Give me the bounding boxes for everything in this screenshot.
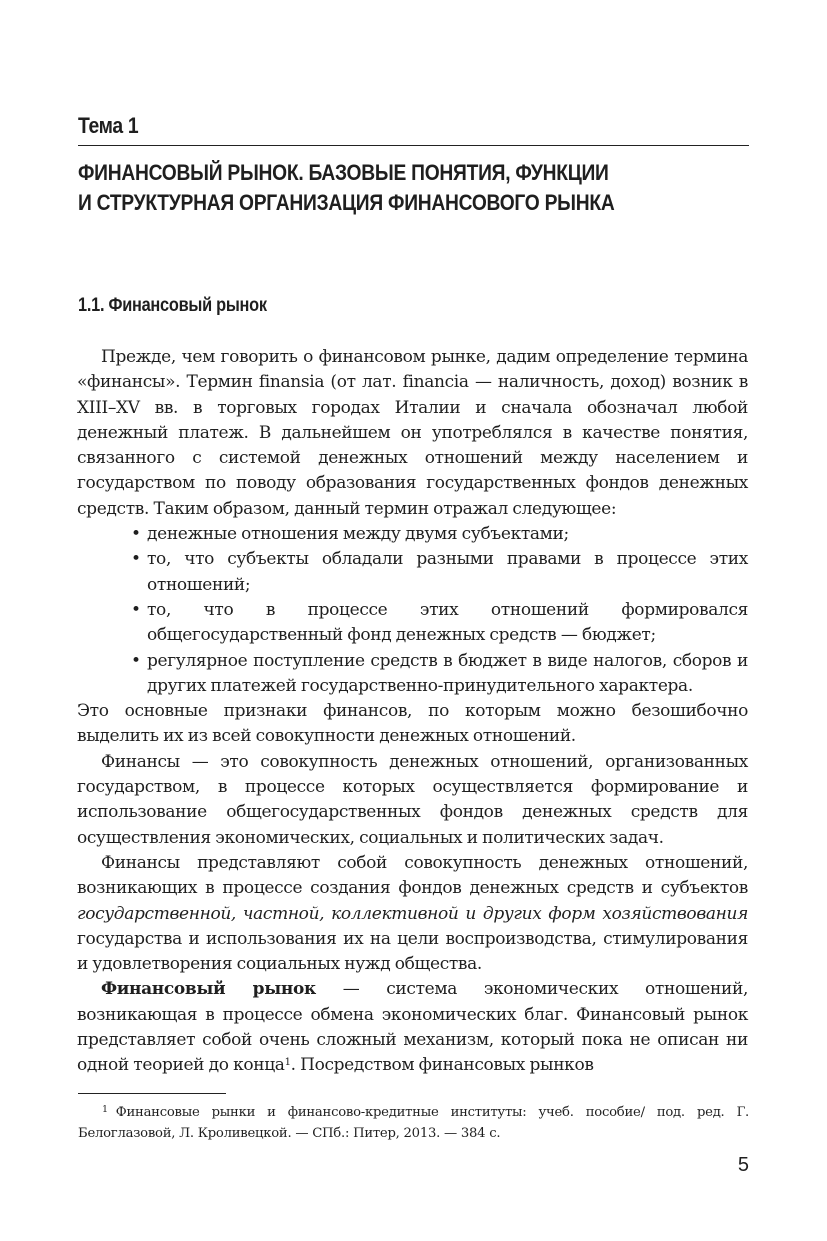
paragraph-4-italic: государственной, частной, коллективной и других форм хозяйствования [77,903,748,924]
footnote-divider [78,1093,226,1094]
footnote-text: Финансовые рынки и финансово-кредитные институты: учеб. пособие/ под. ред. Г. Белоглазовой, Л. Кроливецкой. — СПб.: Питер, 2013. — 384 с. [78,1105,749,1141]
footnote-number: 1 [102,1104,108,1115]
paragraph-4-start: Финансы представляют собой совокупность денежных отношений, возникающих в процессе создания фондов денежных средств и субъектов [77,852,748,899]
footnote-ref[interactable]: 1 [284,1057,291,1069]
paragraph-4 [77,851,748,977]
paragraph-5-end: . Посредством финансовых рынков [290,1055,594,1076]
paragraph-3: Финансы — это совокупность денежных отношений, организованных государством, в процессе которых осуществляется формирование и использование общегосударственных фондов денежных средств для осуществления экономических, социальных и политических задач. [77,751,748,848]
chapter-title-line-2: И СТРУКТУРНАЯ ОРГАНИЗАЦИЯ ФИНАНСОВОГО РЫНКА [78,190,615,215]
footnote [78,1103,749,1144]
paragraph-2: Это основные признаки финансов, по которым можно безошибочно выделить их из всей совокупности денежных отношений. [77,701,748,747]
list-item: • денежные отношения между двумя субъектами; [147,522,748,547]
feature-list [77,522,748,699]
paragraph-5-text: — система экономических отношений, возникающая в процессе обмена экономических благ. Финансовый рынок представляет собой очень сложный механизм, который пока не описан ни одной теорией до конца [77,979,748,1076]
paragraph-4-end: государства и использования их на цели воспроизводства, стимулирования и удовлетворения социальных нужд общества. [77,928,748,975]
list-item: • то, что субъекты обладали разными правами в процессе этих отношений; [147,547,748,598]
paragraph-5 [77,977,748,1078]
list-item: • то, что в процессе этих отношений формировался общегосударственный фонд денежных средств — бюджет; [147,598,748,649]
section-title: 1.1. Финансовый рынок [78,295,267,316]
chapter-title-line-1: ФИНАНСОВЫЙ РЫНОК. БАЗОВЫЕ ПОНЯТИЯ, ФУНКЦИИ [78,160,609,185]
term-financial-market: Финансовый рынок [101,979,316,1000]
page-number: 5 [737,1154,749,1176]
topic-divider [78,145,749,146]
paragraph-1: Прежде, чем говорить о финансовом рынке, дадим определение термина «финансы». Термин finansia (от лат. financia — наличность, доход) возник в XIII–XV вв. в торговых городах Италии и сначала обозначал любой денежный платеж. В дальнейшем он употреблялся в качестве понятия, связанного с системой денежных отношений между населением и государством по поводу образования государственных фондов денежных средств. Таким образом, данный термин отражал следующее: [77,347,748,519]
list-item: • регулярное поступление средств в бюджет в виде налогов, сборов и других платежей государственно-принудительного характера. [147,649,748,700]
body-text [77,345,748,1079]
topic-label: Тема 1 [78,113,139,138]
chapter-title [78,158,728,218]
